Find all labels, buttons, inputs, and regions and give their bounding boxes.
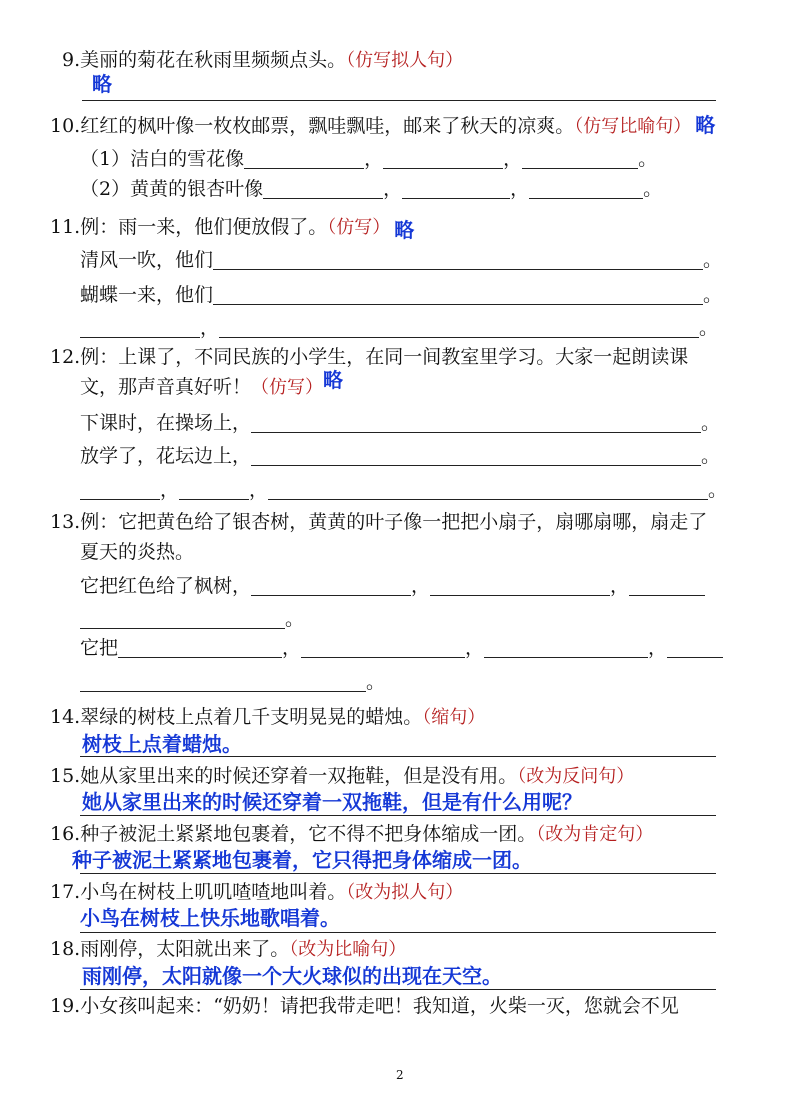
- q11-blank-2[interactable]: [213, 286, 703, 305]
- q10-sub1-blank-2[interactable]: [383, 150, 503, 169]
- q16-answer: 种子被泥土紧紧地包裹着，它只得把身体缩成一团。: [72, 848, 532, 872]
- q15-answer-line[interactable]: [80, 815, 716, 816]
- q13-blank-2c[interactable]: [484, 639, 648, 658]
- q10-requirement: （仿写比喻句）: [574, 116, 692, 137]
- q13-blank-2b[interactable]: [301, 639, 465, 658]
- q13-text-2: 夏天的炎热。: [80, 541, 195, 563]
- q12-answer: 略: [323, 368, 344, 392]
- q11-line1: 清风一吹，他们 。: [80, 249, 723, 271]
- q10-sub2: （2）黄黄的银杏叶像 ， ， 。: [80, 178, 663, 200]
- q14-answer-line[interactable]: [80, 756, 716, 757]
- q14-text: 14.翠绿的树枝上点着几千支明晃晃的蜡烛。（缩句）: [50, 706, 486, 728]
- q12-text-2: 文，那声音真好听！（仿写）略: [80, 368, 344, 398]
- q14-requirement: （缩句）: [422, 707, 486, 728]
- q10-sub2-blank-1[interactable]: [263, 180, 383, 199]
- q16-requirement: （改为肯定句）: [536, 824, 654, 845]
- q18-answer: 雨刚停，太阳就像一个大火球似的出现在天空。: [82, 964, 502, 988]
- q9-answer-line[interactable]: [82, 100, 716, 101]
- q17-text: 17.小鸟在树枝上叽叽喳喳地叫着。（改为拟人句）: [50, 881, 464, 903]
- q18-text: 18.雨刚停，太阳就出来了。（改为比喻句）: [50, 938, 407, 960]
- q18-requirement: （改为比喻句）: [289, 939, 407, 960]
- q9-text: 9.美丽的菊花在秋雨里频频点头。（仿写拟人句）: [62, 49, 464, 71]
- q12-blank-3c[interactable]: [268, 481, 708, 500]
- q11-text: 11.例：雨一来，他们便放假了。（仿写） 略: [50, 216, 415, 242]
- q13-text-1: 13.例：它把黄色给了银杏树，黄黄的叶子像一把把小扇子，扇哪扇哪，扇走了: [50, 511, 708, 533]
- q11-requirement: （仿写）: [327, 217, 391, 238]
- q12-text-1: 12.例：上课了，不同民族的小学生，在同一间教室里学习。大家一起朗读课: [50, 346, 689, 368]
- q10-sub1-blank-3[interactable]: [522, 150, 638, 169]
- q15-answer: 她从家里出来的时候还穿着一双拖鞋，但是有什么用呢？: [82, 790, 582, 814]
- q17-answer-line[interactable]: [80, 932, 716, 933]
- q17-requirement: （改为拟人句）: [346, 882, 464, 903]
- q12-blank-3b[interactable]: [179, 481, 249, 500]
- q14-answer: 树枝上点着蜡烛。: [82, 732, 242, 756]
- q11-line2: 蝴蝶一来，他们 。: [80, 284, 723, 306]
- q13-blank-1d[interactable]: [80, 610, 285, 629]
- q10-sub2-blank-3[interactable]: [529, 180, 643, 199]
- q16-text: 16.种子被泥土紧紧地包裹着，它不得不把身体缩成一团。（改为肯定句）: [50, 823, 654, 845]
- q12-line2: 放学了，花坛边上， 。: [80, 445, 721, 467]
- q12-blank-3a[interactable]: [80, 481, 160, 500]
- q13-line1-cont: 。: [80, 607, 304, 631]
- q13-line2: 它把 ， ， ，: [80, 636, 723, 660]
- q16-answer-line[interactable]: [80, 873, 716, 874]
- q11-answer: 略: [394, 218, 415, 242]
- q10-text: 10.红红的枫叶像一枚枚邮票，飘哇飘哇，邮来了秋天的凉爽。（仿写比喻句） 略: [50, 113, 716, 137]
- q13-blank-1c[interactable]: [629, 577, 705, 596]
- q15-text: 15.她从家里出来的时候还穿着一双拖鞋，但是没有用。（改为反问句）: [50, 765, 635, 787]
- q11-blank-3b[interactable]: [219, 319, 699, 338]
- q11-blank-3a[interactable]: [80, 319, 200, 338]
- q12-line3: ， ， 。: [80, 478, 727, 502]
- q12-requirement: （仿写）: [251, 377, 324, 398]
- q13-line2-cont: 。: [80, 670, 385, 694]
- q9-answer: 略: [92, 72, 112, 96]
- q12-line1: 下课时，在操场上， 。: [80, 412, 721, 434]
- q13-blank-2a[interactable]: [118, 639, 282, 658]
- q10-sub1: （1）洁白的雪花像 ， ， 。: [80, 148, 658, 170]
- q15-requirement: （改为反问句）: [517, 766, 635, 787]
- page-number: 2: [396, 1068, 404, 1082]
- q13-blank-2d[interactable]: [667, 639, 723, 658]
- q13-blank-2e[interactable]: [80, 673, 366, 692]
- q13-line1: 它把红色给了枫树， ， ，: [80, 574, 705, 598]
- q10-sub2-blank-2[interactable]: [402, 180, 510, 199]
- q17-answer: 小鸟在树枝上快乐地歌唱着。: [80, 906, 340, 930]
- q18-answer-line[interactable]: [80, 989, 716, 990]
- q13-blank-1a[interactable]: [251, 577, 411, 596]
- q9-requirement: （仿写拟人句）: [346, 50, 464, 71]
- q11-line3: ， 。: [80, 316, 718, 340]
- q10-sub1-blank-1[interactable]: [244, 150, 364, 169]
- q13-blank-1b[interactable]: [430, 577, 610, 596]
- q12-blank-2[interactable]: [251, 447, 701, 466]
- q11-blank-1[interactable]: [213, 251, 703, 270]
- q10-answer: 略: [695, 113, 716, 137]
- q19-text: 19.小女孩叫起来：“奶奶！请把我带走吧！我知道，火柴一灭，您就会不见: [50, 995, 679, 1017]
- q12-blank-1[interactable]: [251, 414, 701, 433]
